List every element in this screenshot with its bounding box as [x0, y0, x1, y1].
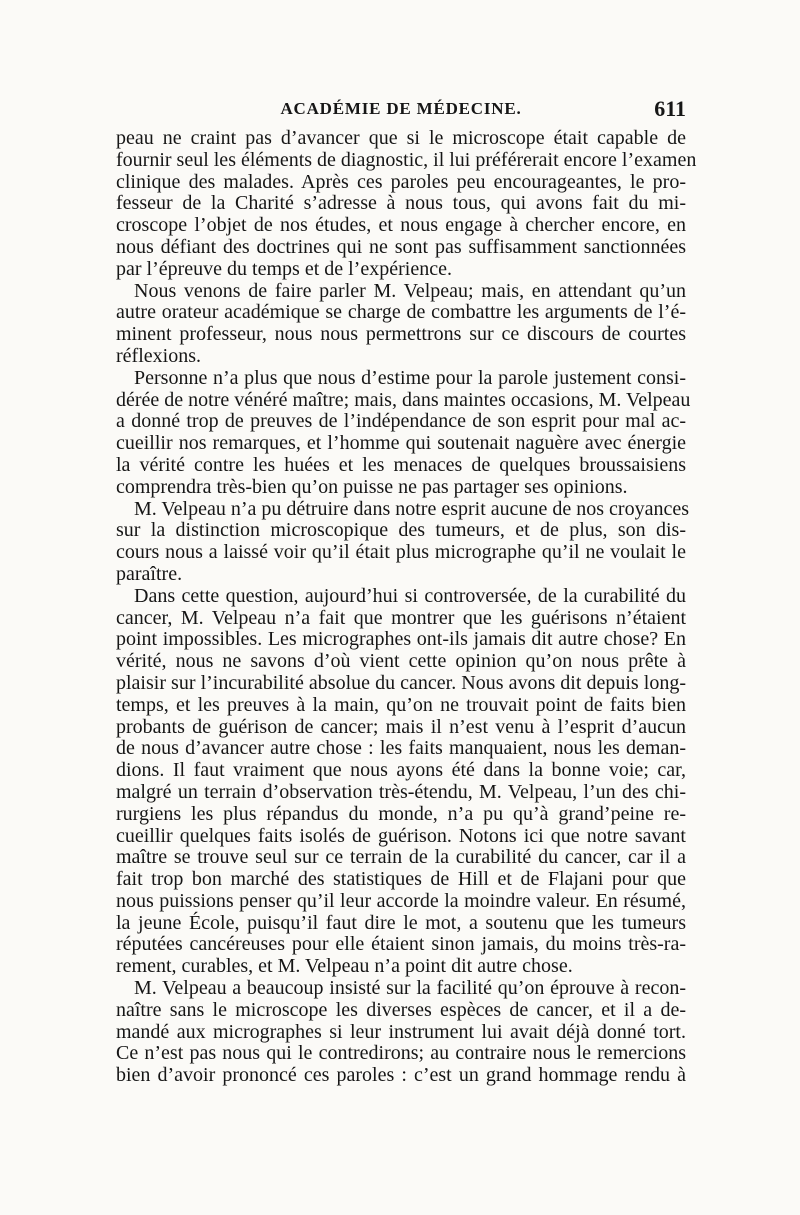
- text-line: plaisir sur l’incurabilité absolue du cancer. Nous avons dit depuis long-: [116, 671, 686, 694]
- text-line: M. Velpeau n’a pu détruire dans notre esprit aucune de nos croyances: [134, 497, 689, 520]
- text-line: cueillir quelques faits isolés de guérison. Notons ici que notre savant: [116, 824, 686, 847]
- text-line: paraître.: [116, 562, 183, 585]
- text-line: la jeune École, puisqu’il faut dire le mot, a soutenu que les tumeurs: [116, 911, 686, 934]
- text-line: minent professeur, nous nous permettrons sur ce discours de courtes: [116, 323, 686, 346]
- text-line: nous défiant des doctrines qui ne sont pas suffisamment sanctionnées: [116, 235, 686, 258]
- text-line: sur la distinction microscopique des tumeurs, et de plus, son dis-: [116, 519, 686, 542]
- text-line: naître sans le microscope les diverses espèces de cancer, et il a de-: [116, 998, 686, 1021]
- text-line: bien d’avoir prononcé ces paroles : c’est un grand hommage rendu à: [116, 1064, 686, 1087]
- text-line: comprendra très-bien qu’on puisse ne pas partager ses opinions.: [116, 475, 628, 498]
- body-text: [116, 127, 697, 1087]
- text-line: fesseur de la Charité s’adresse à nous tous, qui avons fait du mi-: [116, 192, 686, 215]
- text-line: peau ne craint pas d’avancer que si le microscope était capable de: [116, 127, 686, 149]
- text-line: croscope l’objet de nos études, et nous engage à chercher encore, en: [116, 214, 686, 237]
- text-line: rurgiens les plus répandus du monde, n’a pu qu’à grand’peine re-: [116, 802, 686, 825]
- text-line: fait trop bon marché des statistiques de Hill et de Flajani pour que: [116, 868, 686, 891]
- text-line: clinique des malades. Après ces paroles peu encourageantes, le pro-: [116, 170, 686, 193]
- text-line: par l’épreuve du temps et de l’expérience.: [116, 257, 452, 280]
- text-line: dérée de notre vénéré maître; mais, dans maintes occasions, M. Velpeau: [116, 388, 691, 411]
- text-line: Nous venons de faire parler M. Velpeau; mais, en attendant qu’un: [134, 279, 686, 302]
- text-line: Personne n’a plus que nous d’estime pour la parole justement consi-: [134, 366, 686, 389]
- text-line: mandé aux micrographes si leur instrument lui avait déjà donné tort.: [116, 1020, 686, 1043]
- text-line: temps, et les preuves à la main, qu’on ne trouvait point de faits bien: [116, 693, 686, 716]
- text-line: fournir seul les éléments de diagnostic, il lui préférerait encore l’examen: [116, 148, 697, 171]
- text-line: malgré un terrain d’observation très-étendu, M. Velpeau, l’un des chi-: [116, 780, 686, 803]
- text-line: de nous d’avancer autre chose : les faits manquaient, nous les deman-: [116, 737, 686, 760]
- text-line: cancer, M. Velpeau n’a fait que montrer que les guérisons n’étaient: [116, 606, 686, 629]
- text-line: rement, curables, et M. Velpeau n’a point dit autre chose.: [116, 955, 573, 978]
- text-line: réflexions.: [116, 344, 201, 367]
- text-line: M. Velpeau a beaucoup insisté sur la facilité qu’on éprouve à recon-: [134, 977, 686, 1000]
- text-line: maître se trouve seul sur ce terrain de la curabilité du cancer, car il a: [116, 846, 686, 869]
- text-line: réputées cancéreuses pour elle étaient sinon jamais, du moins très-ra-: [116, 933, 686, 956]
- text-line: Dans cette question, aujourd’hui si controversée, de la curabilité du: [134, 584, 686, 607]
- page-header: [116, 96, 686, 127]
- text-line: vérité, nous ne savons d’où vient cette opinion qu’on nous prête à: [116, 650, 686, 673]
- page-number: 611: [654, 96, 686, 121]
- running-title: ACADÉMIE DE MÉDECINE.: [280, 99, 522, 118]
- text-line: la vérité contre les huées et les menaces de quelques broussaisiens: [116, 453, 686, 476]
- text-line: point impossibles. Les micrographes ont-ils jamais dit autre chose? En: [116, 628, 686, 651]
- text-line: nous puissions penser qu’il leur accorde la moindre valeur. En résumé,: [116, 889, 686, 912]
- text-line: autre orateur académique se charge de combattre les arguments de l’é-: [116, 301, 686, 324]
- text-line: probants de guérison de cancer; mais il n’est venu à l’esprit d’aucun: [116, 715, 686, 738]
- text-line: cueillir nos remarques, et l’homme qui soutenait naguère avec énergie: [116, 432, 686, 455]
- text-line: cours nous a laissé voir qu’il était plus micrographe qu’il ne voulait le: [116, 541, 686, 564]
- text-line: Ce n’est pas nous qui le contredirons; au contraire nous le remercions: [116, 1042, 686, 1065]
- text-line: dions. Il faut vraiment que nous ayons été dans la bonne voie; car,: [116, 759, 686, 782]
- text-line: a donné trop de preuves de l’indépendance de son esprit pour mal ac-: [116, 410, 686, 433]
